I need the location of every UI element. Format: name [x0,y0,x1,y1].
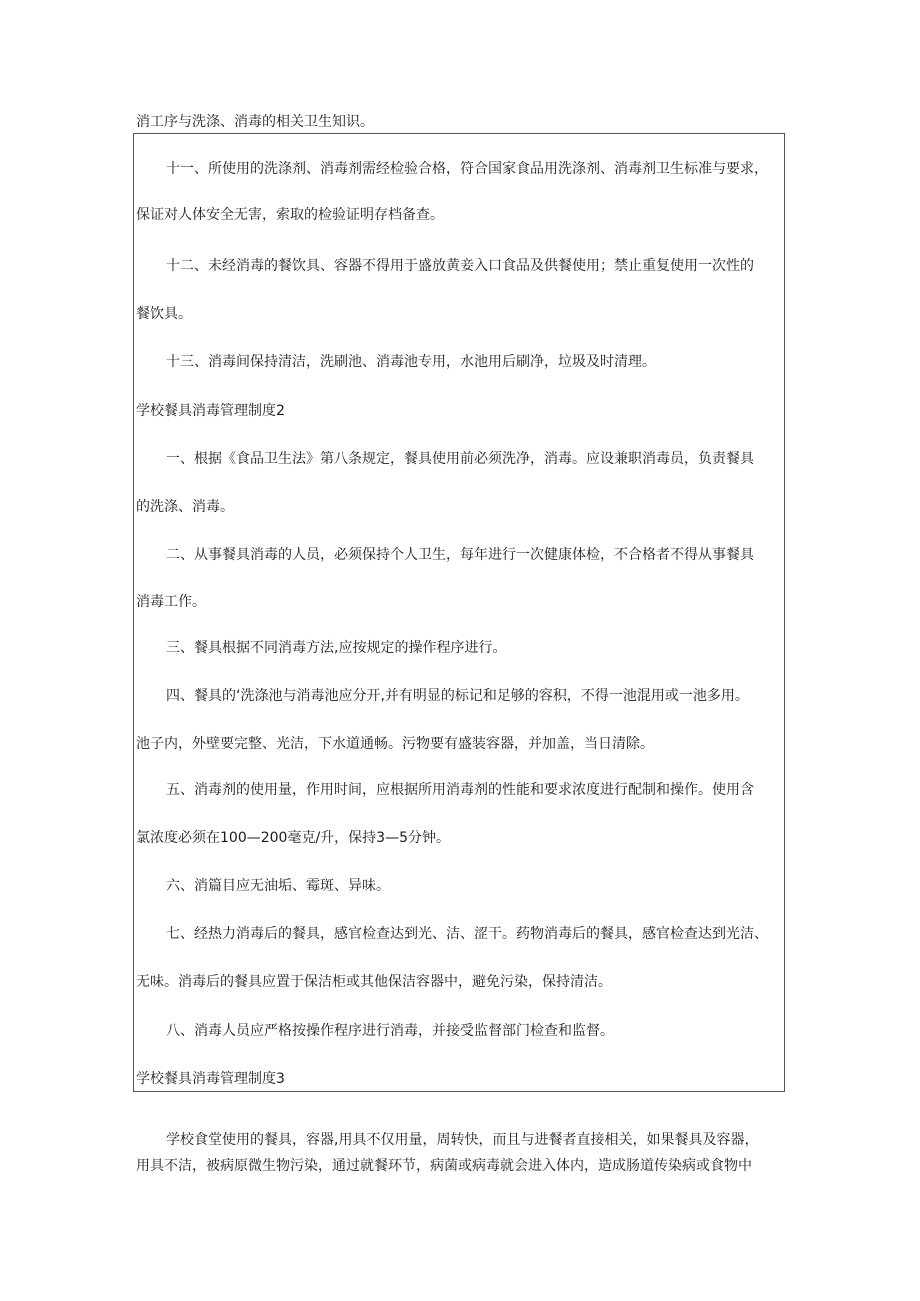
para-3-line-1: 三、餐具根据不同消毒方法,应按规定的操作程序进行。 [166,640,507,656]
para-11-line-1: 十一、所使用的洗涤剂、消毒剂需经检验合格，符合国家食品用洗涤剂、消毒剂卫生标准与要求， [166,161,768,177]
para-12-line-1: 十二、未经消毒的餐饮具、容器不得用于盛放黄妾入口食品及供餐使用；禁止重复使用一次性的 [166,258,754,274]
para-1-line-2: 的洗涤、消毒。 [136,499,234,515]
bottom-para-line-2: 用具不洁，被病原微生物污染，通过就餐环节，病菌或病毒就会进入体内，造成肠道传染病或食物中 [136,1158,752,1174]
para-2-line-2: 消毒工作。 [136,594,206,610]
bottom-para-line-1: 学校食堂使用的餐具，容器,用具不仅用量，周转快，而且与进餐者直接相关，如果餐具及容器， [166,1132,759,1148]
para-4-line-1: 四、餐具的‘洗涤池与消毒池应分开,并有明显的标记和足够的容积，不得一池混用或一池多用。 [166,688,749,704]
para-5-line-1: 五、消毒剂的使用量，作用时间，应根据所用消毒剂的性能和要求浓度进行配制和操作。使用含 [166,782,754,798]
para-5-line-2: 氯浓度必须在100—200毫克/升，保持3—5分钟。 [136,830,450,846]
bordered-content-box [133,133,785,1092]
para-7-line-2: 无味。消毒后的餐具应置于保洁柜或其他保洁容器中，避免污染，保持清洁。 [136,974,612,990]
para-12-line-2: 餐饮具。 [136,306,192,322]
para-8-line-1: 八、消毒人员应严格按操作程序进行消毒，并接受监督部门检查和监督。 [166,1023,614,1039]
para-7-line-1: 七、经热力消毒后的餐具，感官检查达到光、洁、涩干。药物消毒后的餐具，感官检查达到光洁、 [166,926,768,942]
section-heading-3: 学校餐具消毒管理制度3 [136,1071,285,1087]
para-2-line-1: 二、从事餐具消毒的人员，必须保持个人卫生，每年进行一次健康体检，不合格者不得从事餐具 [166,547,754,563]
para-11-line-2: 保证对人体安全无害，索取的检验证明存档备查。 [136,207,444,223]
para-1-line-1: 一、根据《食品卫生法》第八条规定，餐具使用前必须洗净，消毒。应设兼职消毒员，负责餐具 [166,451,754,467]
intro-line: 消工序与洗涤、消毒的相关卫生知识。 [136,114,374,130]
para-4-line-2: 池子内，外壁要完整、光洁，下水道通畅。污物要有盛装容器，并加盖，当日清除。 [136,736,654,752]
para-13-line-1: 十三、消毒间保持清洁，洗刷池、消毒池专用，水池用后刷净，垃圾及时清理。 [166,354,656,370]
para-6-line-1: 六、消篇目应无油垢、霉斑、异味。 [166,878,390,894]
section-heading-2: 学校餐具消毒管理制度2 [136,403,285,419]
